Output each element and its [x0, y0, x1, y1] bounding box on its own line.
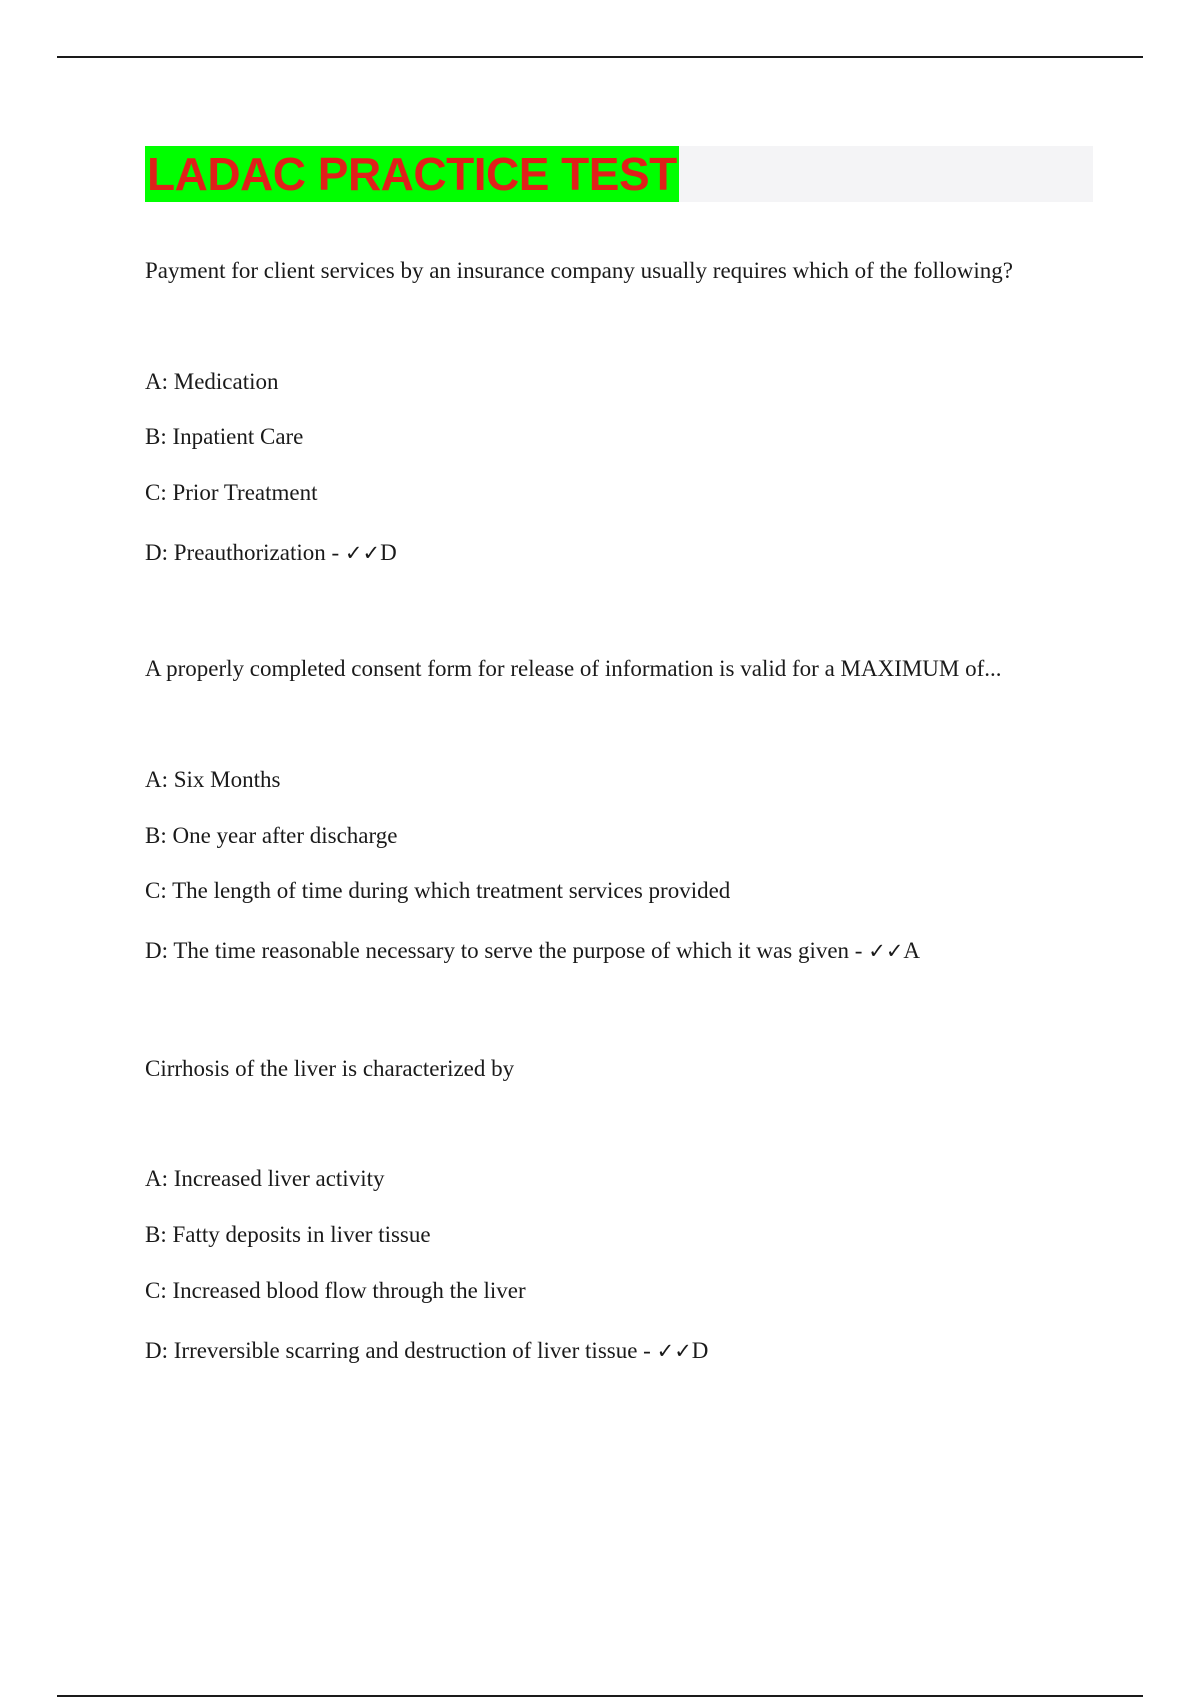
question-3-option-b: B: Fatty deposits in liver tissue — [145, 1222, 431, 1247]
question-1-option-c: C: Prior Treatment — [145, 480, 318, 505]
question-2-option-d — [145, 937, 920, 965]
question-1-option-b: B: Inpatient Care — [145, 424, 304, 449]
question-2-option-c: C: The length of time during which treatment services provided — [145, 878, 731, 903]
question-1-prompt: Payment for client services by an insurance company usually requires which of the following? — [145, 258, 1013, 283]
question-2-option-b: B: One year after discharge — [145, 823, 398, 848]
check-icon: ✓✓ — [868, 939, 904, 963]
question-1-option-d — [145, 539, 397, 567]
question-1-option-a: A: Medication — [145, 369, 279, 394]
question-2-option-a: A: Six Months — [145, 767, 281, 792]
option-text: D: Preauthorization - — [145, 540, 340, 565]
check-icon: ✓✓ — [656, 1339, 692, 1363]
title-highlight — [145, 146, 679, 202]
question-3-option-a: A: Increased liver activity — [145, 1166, 385, 1191]
page-title: LADAC PRACTICE TEST — [147, 148, 677, 200]
option-text: D: Irreversible scarring and destruction of liver tissue - — [145, 1338, 651, 1363]
question-3-prompt: Cirrhosis of the liver is characterized by — [145, 1056, 515, 1081]
question-3-option-d — [145, 1337, 708, 1365]
option-text: D: The time reasonable necessary to serve the purpose of which it was given - — [145, 938, 863, 963]
top-rule — [57, 56, 1143, 58]
question-2-prompt: A properly completed consent form for release of information is valid for a MAXIMUM of... — [145, 656, 1002, 681]
answer-letter: A — [903, 938, 921, 963]
bottom-rule — [57, 1695, 1143, 1697]
answer-letter: D — [380, 540, 397, 565]
check-icon: ✓✓ — [344, 541, 381, 565]
question-3-option-c: C: Increased blood flow through the liver — [145, 1278, 526, 1303]
answer-letter: D — [691, 1338, 709, 1363]
